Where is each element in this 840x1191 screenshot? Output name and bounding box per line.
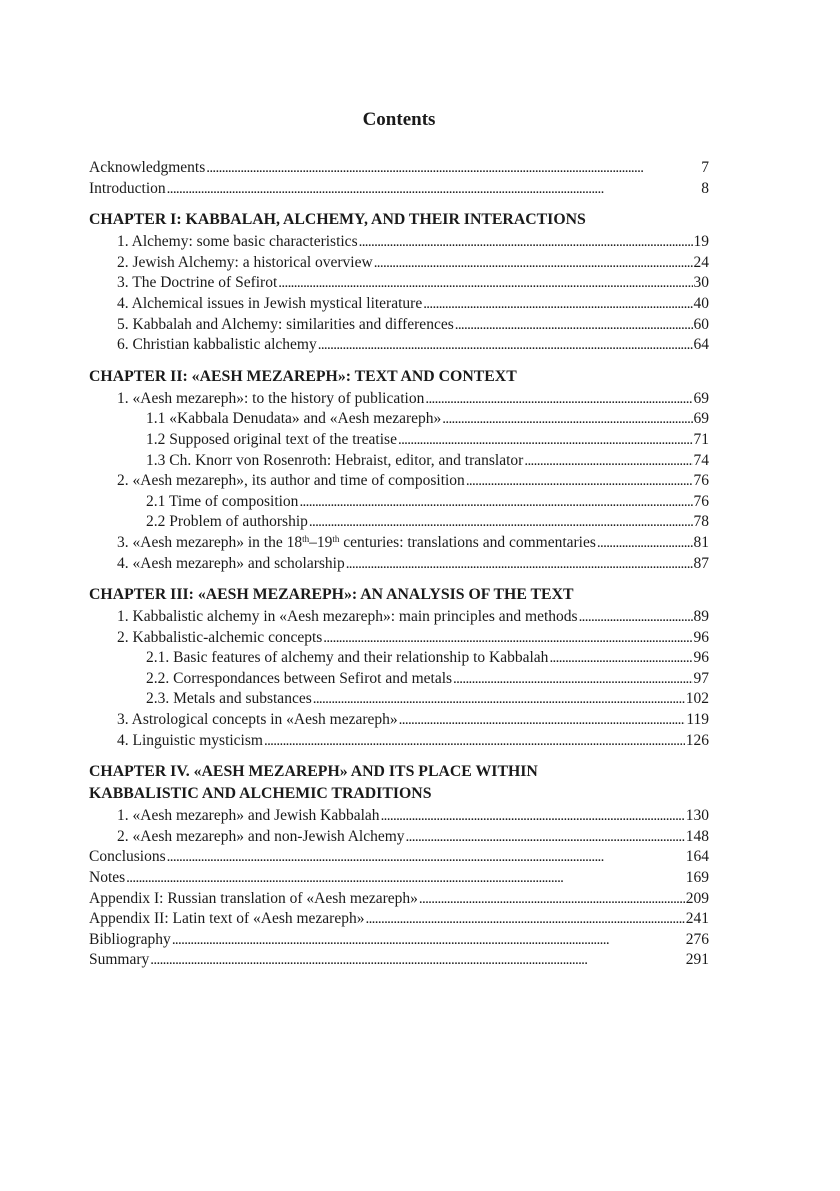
toc-entry-page: 164	[685, 848, 709, 866]
dot-leader	[425, 389, 692, 410]
toc-entry-page: 241	[685, 910, 709, 928]
toc-entry-title: 1. «Aesh mezareph» and Jewish Kabbalah	[117, 807, 380, 825]
toc-entry-page: 76	[693, 472, 709, 490]
toc-entry[interactable]	[89, 533, 709, 554]
toc-entry-summary[interactable]	[89, 950, 709, 971]
toc-subentry[interactable]	[89, 648, 709, 669]
toc-entry-page: 40	[693, 294, 709, 312]
chapter-heading-1[interactable]: CHAPTER I: KABBALAH, ALCHEMY, AND THEIR INTERACTIONS	[89, 211, 586, 229]
toc-entry-page: 276	[685, 930, 709, 948]
dot-leader	[399, 710, 686, 731]
toc-entry-page: 169	[685, 869, 709, 887]
toc-entry-page: 7	[701, 159, 709, 176]
toc-entry-title: 2. «Aesh mezareph», its author and time of composition	[117, 472, 465, 490]
dot-leader	[167, 847, 685, 868]
toc-entry-title: 2. «Aesh mezareph» and non-Jewish Alchemy	[117, 827, 405, 845]
dot-leader	[524, 451, 692, 472]
dot-leader	[423, 294, 692, 315]
toc-entry-page: 209	[685, 889, 709, 907]
toc-entry[interactable]	[89, 731, 709, 752]
toc-entry-page: 8	[701, 179, 709, 197]
toc-entry-title: Introduction	[89, 179, 166, 197]
dot-leader	[278, 273, 692, 294]
dot-leader	[597, 533, 693, 554]
toc-entry-title: 2.1 Time of composition	[146, 492, 299, 510]
toc-entry-title: 1. Alchemy: some basic characteristics	[117, 233, 358, 251]
toc-entry[interactable]	[89, 389, 709, 410]
dot-leader	[318, 335, 693, 356]
dot-leader	[365, 909, 684, 930]
toc-entry[interactable]	[89, 253, 709, 274]
toc-entry-title: Appendix II: Latin text of «Aesh mezareph»	[89, 910, 365, 928]
toc-entry-title: 4. Linguistic mysticism	[117, 731, 263, 749]
toc-entry-title: 1.2 Supposed original text of the treatise	[146, 430, 397, 448]
toc-entry-appendix-2[interactable]	[89, 909, 709, 930]
toc-entry-title: Conclusions	[89, 848, 166, 866]
dot-leader	[359, 232, 693, 253]
toc-entry[interactable]	[89, 710, 709, 731]
dot-leader	[299, 492, 692, 513]
toc-entry[interactable]	[89, 628, 709, 649]
toc-subentry[interactable]	[89, 689, 709, 710]
dot-leader	[419, 889, 685, 910]
chapter-heading-line: CHAPTER IV. «AESH MEZAREPH» AND ITS PLACE WITHIN	[89, 763, 538, 781]
toc-entry-title: 1.3 Ch. Knorr von Rosenroth: Hebraist, editor, and translator	[146, 451, 524, 469]
toc-entry-page: 87	[693, 554, 709, 572]
toc-entry-page: 30	[693, 274, 709, 292]
toc-entry-notes[interactable]	[89, 868, 709, 889]
dot-leader	[549, 648, 692, 669]
toc-entry[interactable]	[89, 232, 709, 253]
dot-leader	[206, 158, 700, 179]
toc-entry-title: Summary	[89, 951, 150, 969]
toc-entry[interactable]	[89, 806, 709, 827]
toc-entry-page: 89	[693, 608, 709, 626]
toc-entry[interactable]	[89, 294, 709, 315]
toc-entry-page: 71	[693, 430, 709, 448]
dot-leader	[126, 868, 685, 889]
chapter-heading-line: KABBALISTIC AND ALCHEMIC TRADITIONS	[89, 785, 432, 803]
toc-subentry[interactable]	[89, 669, 709, 690]
toc-entry-title: 3. The Doctrine of Sefirot	[117, 274, 278, 292]
toc-entry-title: 3. «Aesh mezareph» in the 18th–19th centuries: translations and commentaries	[117, 533, 596, 551]
dot-leader	[381, 806, 685, 827]
toc-entry-title: Acknowledgments	[89, 159, 206, 176]
toc-entry-page: 97	[693, 669, 709, 687]
toc-entry-page: 119	[686, 711, 709, 729]
toc-entry-title: 5. Kabbalah and Alchemy: similarities and differences	[117, 315, 454, 333]
dot-leader	[346, 554, 693, 575]
toc-subentry[interactable]	[89, 451, 709, 472]
toc-entry-title: 2. Kabbalistic-alchemic concepts	[117, 628, 323, 646]
toc-entry-title: 2.2 Problem of authorship	[146, 513, 308, 531]
toc-entry-page: 96	[693, 628, 709, 646]
toc-entry-page: 19	[693, 233, 709, 251]
toc-entry-page: 78	[693, 513, 709, 531]
toc-entry-title: 6. Christian kabbalistic alchemy	[117, 336, 317, 354]
dot-leader	[309, 512, 693, 533]
toc-subentry[interactable]	[89, 409, 709, 430]
chapter-heading-2[interactable]: CHAPTER II: «AESH MEZAREPH»: TEXT AND CONTEXT	[89, 367, 517, 385]
toc-entry-title: 1. «Aesh mezareph»: to the history of publication	[117, 389, 425, 407]
toc-entry[interactable]	[89, 827, 709, 848]
toc-entry[interactable]	[89, 471, 709, 492]
chapter-heading-4[interactable]	[89, 761, 709, 805]
toc-entry[interactable]	[89, 273, 709, 294]
dot-leader	[313, 689, 685, 710]
toc-entry-page: 81	[693, 533, 709, 551]
toc-entry-page: 102	[685, 690, 709, 708]
dot-leader	[167, 179, 701, 200]
toc-entry-page: 69	[693, 389, 709, 407]
table-of-contents	[89, 158, 709, 971]
toc-entry-title: 2.3. Metals and substances	[146, 690, 312, 708]
toc-entry-title: 1.1 «Kabbala Denudata» and «Aesh mezareph»	[146, 410, 442, 428]
toc-entry-introduction[interactable]	[89, 179, 709, 200]
toc-entry-title: 1. Kabbalistic alchemy in «Aesh mezareph»: main principles and methods	[117, 608, 578, 626]
toc-subentry[interactable]	[89, 512, 709, 533]
dot-leader	[466, 471, 693, 492]
chapter-heading-3[interactable]: CHAPTER III: «AESH MEZAREPH»: AN ANALYSIS OF THE TEXT	[89, 586, 574, 604]
toc-entry-title: 2. Jewish Alchemy: a historical overview	[117, 253, 373, 271]
dot-leader	[453, 669, 692, 690]
dot-leader	[455, 315, 693, 336]
page-title: Contents	[362, 109, 436, 130]
toc-entry-page: 74	[693, 451, 709, 469]
toc-entry[interactable]	[89, 315, 709, 336]
toc-entry-title: Appendix I: Russian translation of «Aesh mezareph»	[89, 889, 418, 907]
toc-entry-title: 4. «Aesh mezareph» and scholarship	[117, 554, 345, 572]
dot-leader	[398, 430, 693, 451]
dot-leader	[172, 930, 685, 951]
dot-leader	[442, 409, 692, 430]
toc-entry-page: 130	[685, 807, 709, 825]
toc-entry-page: 148	[685, 827, 709, 845]
toc-entry[interactable]	[89, 335, 709, 356]
toc-subentry[interactable]	[89, 430, 709, 451]
dot-leader	[323, 628, 692, 649]
toc-entry-appendix-1[interactable]	[89, 889, 709, 910]
toc-entry-conclusions[interactable]	[89, 847, 709, 868]
toc-entry-bibliography[interactable]	[89, 930, 709, 951]
toc-entry-page: 126	[685, 731, 709, 749]
dot-leader	[264, 731, 685, 752]
toc-entry-page: 60	[693, 315, 709, 333]
toc-entry-title: Bibliography	[89, 930, 171, 948]
toc-entry-title: 4. Alchemical issues in Jewish mystical literature	[117, 294, 423, 312]
dot-leader	[374, 253, 693, 274]
toc-entry[interactable]	[89, 607, 709, 628]
toc-subentry[interactable]	[89, 492, 709, 513]
toc-entry-title: 3. Astrological concepts in «Aesh mezareph»	[117, 711, 398, 729]
toc-entry-title: Notes	[89, 869, 126, 887]
toc-entry-title: 2.1. Basic features of alchemy and their relationship to Kabbalah	[146, 649, 549, 667]
toc-entry-page: 96	[693, 649, 709, 667]
dot-leader	[406, 827, 685, 848]
toc-entry-page: 291	[685, 951, 709, 969]
toc-entry-acknowledgments[interactable]	[89, 158, 709, 179]
toc-entry-page: 64	[693, 336, 709, 354]
toc-entry-title: 2.2. Correspondances between Sefirot and metals	[146, 669, 453, 687]
dot-leader	[579, 607, 693, 628]
dot-leader	[150, 950, 684, 971]
toc-entry-page: 69	[693, 410, 709, 428]
toc-entry-page: 24	[693, 253, 709, 271]
toc-entry-page: 76	[693, 492, 709, 510]
toc-entry[interactable]	[89, 554, 709, 575]
